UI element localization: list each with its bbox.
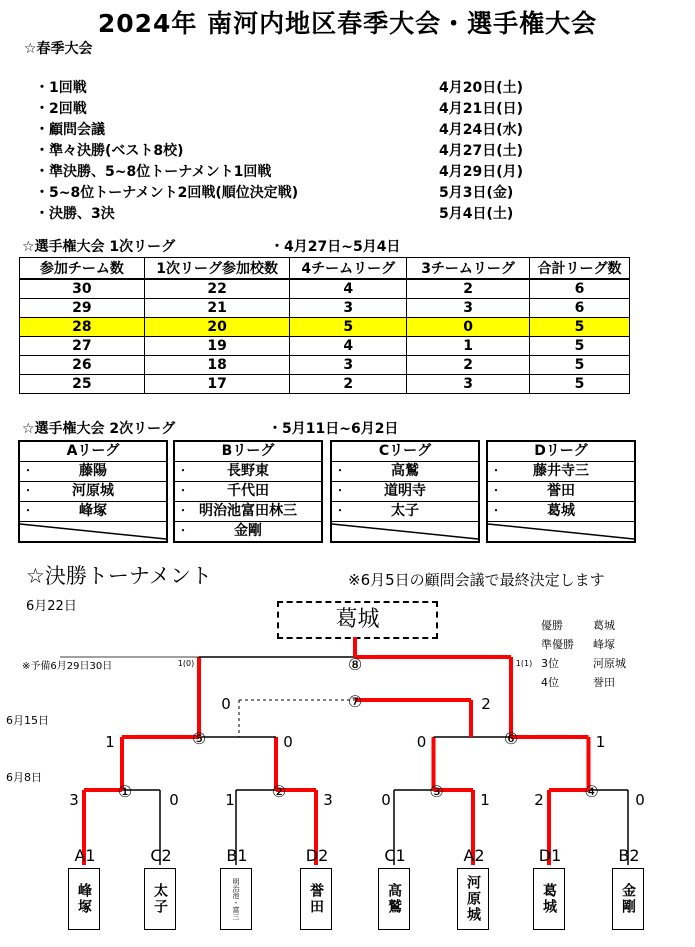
bullet: ・ [23, 466, 33, 477]
bullet: ・ [491, 466, 501, 477]
match-number: ③ [429, 782, 444, 801]
result-team: 峰塚 [593, 638, 615, 651]
bullet: ・ [23, 486, 33, 497]
result-team: 葛城 [593, 619, 615, 632]
team-name: 千代田 [227, 483, 269, 499]
table-cell: 30 [20, 279, 145, 299]
league1-heading: ☆選手権大会 1次リーグ [22, 239, 176, 255]
table-cell: 6 [529, 299, 629, 318]
table-cell: 1 [407, 337, 530, 356]
score: 1 [595, 733, 606, 751]
champion-name: 葛城 [335, 607, 380, 632]
table-cell: 28 [20, 318, 145, 337]
tournament-heading: ☆決勝トーナメント [26, 564, 212, 588]
result-rank: 3位 [541, 657, 559, 670]
table-cell: 3 [407, 299, 530, 318]
reserve-note: ※予備6月29日30日 [22, 661, 113, 672]
team-name: 葛城 [547, 503, 575, 519]
spring-heading: ☆春季大会 [24, 41, 93, 57]
table-cell: 5 [529, 318, 629, 337]
table-cell: 17 [144, 375, 290, 394]
score: 1 [225, 791, 235, 809]
seed-label: B1 [226, 846, 248, 865]
result-team: 河原城 [593, 657, 626, 670]
date-first: 6月8日 [6, 771, 42, 784]
table-cell: 25 [20, 375, 145, 394]
table-cell: 4 [290, 279, 407, 299]
match-number: ⑥ [503, 729, 519, 748]
table-cell: 3 [290, 356, 407, 375]
team-name: 高鷲 [391, 463, 419, 479]
table-cell: 4 [290, 337, 407, 356]
score: 1 [105, 733, 115, 751]
team-box: 太子 [144, 868, 176, 930]
team-name: 明治池富田林三 [199, 503, 297, 519]
team-name: 太子 [391, 503, 419, 519]
team-name: 河原城 [72, 483, 114, 499]
match-number: ④ [584, 782, 599, 801]
team-box: 峰塚 [68, 868, 100, 930]
team-box: 河原城 [457, 868, 489, 930]
bullet: ・ [178, 486, 188, 497]
schedule-event: ・顧問会議 [35, 122, 105, 138]
table-cell: 20 [144, 318, 290, 337]
league2-period: ・5月11日~6月2日 [268, 421, 399, 437]
schedule-event: ・準々決勝(ベスト8校) [35, 143, 184, 159]
score: 3 [323, 791, 333, 809]
league-name: Bリーグ [175, 442, 321, 462]
result-rank: 優勝 [541, 619, 563, 632]
bullet: ・ [178, 466, 188, 477]
table-cell: 3 [290, 299, 407, 318]
table-header: 合計リーグ数 [529, 258, 629, 280]
bullet: ・ [178, 526, 188, 537]
match-number: ① [117, 782, 133, 801]
schedule-date: 5月3日(金) [439, 185, 514, 201]
league-name: Aリーグ [20, 442, 166, 462]
schedule-date: 4月20日(土) [439, 80, 524, 96]
table-header: 3チームリーグ [407, 258, 530, 280]
match-number: ② [271, 782, 287, 801]
seed-label: C2 [150, 846, 172, 865]
team-name: 道明寺 [384, 483, 426, 499]
date-final: 6月22日 [26, 599, 77, 614]
score: 0 [381, 791, 391, 809]
table-header: 1次リーグ参加校数 [144, 258, 290, 280]
score: 1(1) [515, 659, 533, 668]
bullet: ・ [335, 506, 345, 517]
table-cell: 5 [529, 337, 629, 356]
seed-label: A1 [74, 846, 96, 865]
schedule-date: 4月27日(土) [439, 143, 524, 159]
match-number: ⑧ [347, 655, 363, 674]
bullet: ・ [23, 506, 33, 517]
table-cell: 6 [529, 279, 629, 299]
schedule-date: 4月21日(日) [439, 101, 524, 117]
tournament-note: ※6月5日の顧問会議で最終決定します [348, 571, 605, 589]
seed-label: A2 [463, 846, 485, 865]
schedule-event: ・準決勝、5~8位トーナメント1回戦 [35, 164, 272, 180]
team-name: 藤陽 [79, 463, 107, 479]
table-cell: 3 [407, 375, 530, 394]
schedule-date: 5月4日(土) [439, 206, 514, 222]
page-title: 2024年 南河内地区春季大会・選手権大会 [97, 9, 598, 38]
table-cell: 5 [290, 318, 407, 337]
score: 2 [534, 791, 544, 809]
table-cell: 19 [144, 337, 290, 356]
team-box: 高鷲 [378, 868, 410, 930]
schedule-event: ・1回戦 [35, 80, 87, 96]
league2-heading: ☆選手権大会 2次リーグ [22, 421, 176, 437]
table-header: 参加チーム数 [20, 258, 145, 280]
team-box: 葛城 [533, 868, 565, 930]
table-cell: 26 [20, 356, 145, 375]
team-box: 誉田 [300, 868, 332, 930]
team-name: 誉田 [547, 483, 575, 499]
table-cell: 0 [407, 318, 530, 337]
table-cell: 2 [407, 356, 530, 375]
score: 1(0) [177, 659, 195, 668]
bullet: ・ [335, 486, 345, 497]
schedule-event: ・決勝、3決 [35, 206, 115, 222]
seed-label: B2 [618, 846, 640, 865]
bullet: ・ [178, 506, 188, 517]
schedule-event: ・5~8位トーナメント2回戦(順位決定戦) [35, 185, 299, 201]
score: 1 [480, 791, 490, 809]
table-header: 4チームリーグ [290, 258, 407, 280]
score: 0 [221, 695, 231, 713]
score: 3 [69, 791, 79, 809]
score: 0 [416, 733, 427, 751]
date-semi: 6月15日 [6, 714, 49, 727]
table-cell: 21 [144, 299, 290, 318]
league-name: Cリーグ [332, 442, 478, 462]
schedule-date: 4月24日(水) [439, 122, 524, 138]
table-cell: 18 [144, 356, 290, 375]
result-rank: 準優勝 [541, 638, 574, 651]
team-name: 金剛 [234, 523, 262, 539]
table-cell: 5 [529, 375, 629, 394]
table-cell: 2 [407, 279, 530, 299]
table-cell: 22 [144, 279, 290, 299]
table-cell: 29 [20, 299, 145, 318]
seed-label: C1 [384, 846, 406, 865]
bullet: ・ [491, 486, 501, 497]
score: 0 [169, 791, 179, 809]
team-box: 明治池・富三 [220, 868, 252, 930]
result-rank: 4位 [541, 676, 559, 689]
seed-label: D1 [538, 846, 562, 865]
league-name: Dリーグ [488, 442, 634, 462]
result-team: 誉田 [593, 676, 615, 689]
score: 0 [283, 733, 293, 751]
league1-period: ・4月27日~5月4日 [270, 239, 401, 255]
seed-label: D2 [305, 846, 329, 865]
table-cell: 5 [529, 356, 629, 375]
team-name: 藤井寺三 [533, 463, 589, 479]
bullet: ・ [491, 506, 501, 517]
schedule-event: ・2回戦 [35, 101, 87, 117]
table-cell: 2 [290, 375, 407, 394]
team-name: 峰塚 [79, 503, 107, 519]
table-cell: 27 [20, 337, 145, 356]
team-name: 長野東 [227, 463, 269, 479]
match-number: ⑤ [191, 729, 207, 748]
bullet: ・ [335, 466, 345, 477]
score: 2 [481, 695, 491, 713]
match-number: ⑦ [347, 692, 363, 711]
schedule-date: 4月29日(月) [439, 164, 524, 180]
team-box: 金剛 [612, 868, 644, 930]
score: 0 [635, 791, 645, 809]
